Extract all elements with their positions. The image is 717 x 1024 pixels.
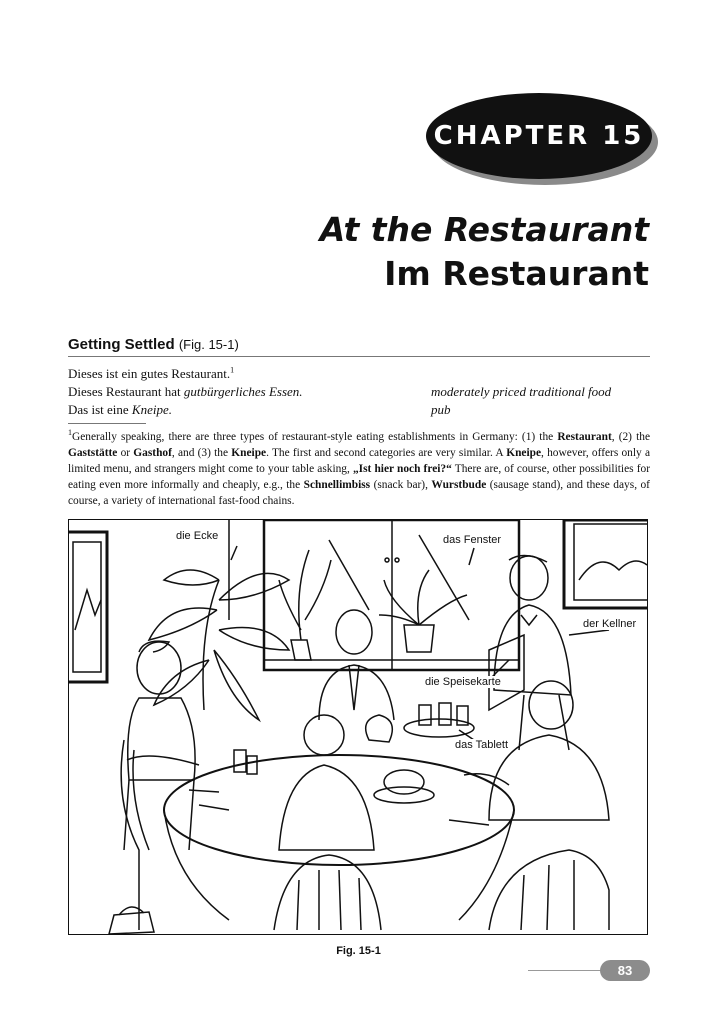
footnote: $^1$Generally speaking, there are three types of restaurant-style eating establishments in Germany: (1) the Restaurant, (2) the Gaststätte or Gasthof, and (3) the Kneipe. The first and second categories are very similar. A Kneipe, however, offers only a limited menu, and strangers might come to your table asking, „Ist hier noch frei?“ There are, of course, other possibilities for eating even more informally and cheaply, e.g., the Schnellimbiss (snack bar), Wurstbude (sausage stand), and these days, of course, a variety of international fast-food chains. — [68, 428, 651, 507]
sentence-german-italic: Kneipe. — [131, 402, 172, 417]
man-diner-back-drawing — [319, 610, 394, 720]
page-number-rule — [528, 970, 608, 971]
sentence-row — [68, 383, 650, 401]
label-tray: das Tablett — [455, 739, 509, 751]
chair-right-drawing — [489, 850, 609, 930]
section-title: Getting Settled — [68, 336, 175, 353]
footnote-divider — [68, 423, 146, 424]
sentence-german: Das ist eine — [68, 402, 132, 417]
waiter-drawing — [489, 555, 571, 750]
sentence-german: Dieses Restaurant hat — [68, 384, 184, 399]
sentence-german: Dieses ist ein gutes Restaurant. — [68, 366, 231, 381]
footnote-ref: 1 — [230, 365, 235, 375]
woman-diner-drawing — [124, 641, 199, 850]
label-menu: die Speisekarte — [425, 676, 501, 688]
flower-vase-drawing — [366, 715, 393, 742]
chair-front-drawing — [274, 855, 381, 930]
section-figure-ref: (Fig. 15-1) — [178, 337, 239, 352]
leader-window — [469, 548, 474, 565]
label-corner: die Ecke — [176, 530, 219, 542]
footnote-marker: 1 — [68, 428, 72, 438]
sentence-row — [68, 365, 650, 383]
figure-caption: Fig. 15-1 — [336, 945, 381, 957]
page-number: 83 — [600, 960, 650, 981]
label-window: das Fenster — [443, 534, 502, 546]
handbag-drawing — [109, 907, 154, 934]
illustration-drawing — [69, 520, 648, 935]
chapter-title-german: Im Restaurant — [384, 254, 649, 293]
vocabulary-sentences — [68, 365, 650, 419]
chapter-badge — [426, 93, 652, 179]
tray-drawing — [404, 703, 474, 737]
wall-painting-right — [564, 520, 648, 608]
man-diner-front-drawing — [279, 715, 374, 850]
window-plant-left — [279, 550, 331, 660]
sentence-translation: moderately priced traditional food — [431, 384, 612, 399]
restaurant-illustration — [68, 519, 648, 935]
chapter-title-english: At the Restaurant — [319, 210, 649, 249]
leader-corner — [231, 546, 237, 560]
label-waiter: der Kellner — [583, 618, 637, 630]
leader-waiter — [569, 630, 609, 635]
sentence-german-italic: gutbürgerliches Essen. — [183, 384, 303, 399]
sentence-translation: pub — [431, 402, 451, 417]
chapter-label: CHAPTER 15 — [433, 121, 645, 151]
section-heading — [68, 336, 650, 357]
wall-painting-left — [69, 532, 107, 682]
sentence-row — [68, 401, 650, 419]
